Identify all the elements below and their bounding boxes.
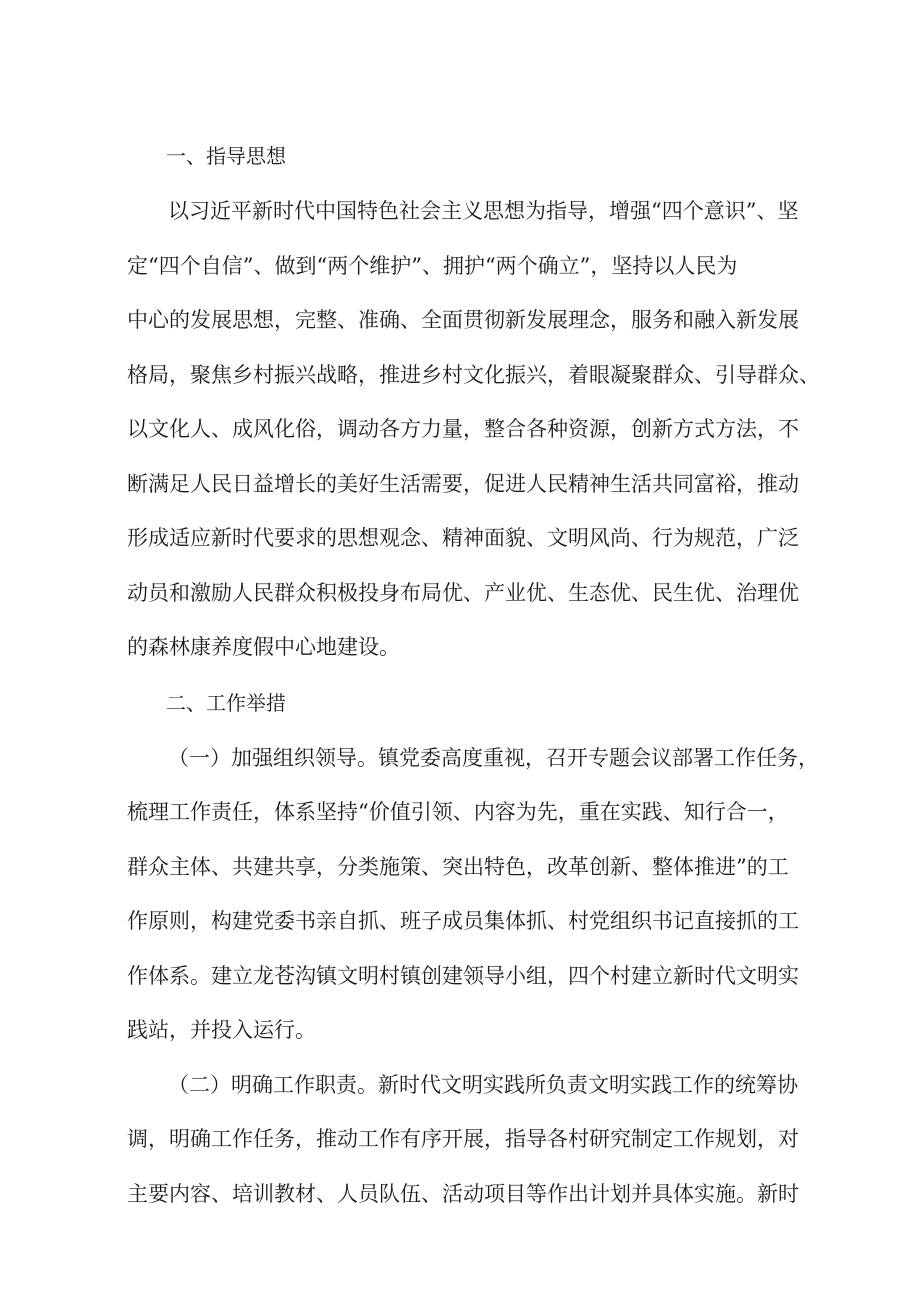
- paragraph-line: 定“四个自信”、做到“两个维护”、拥护“两个确立”，坚持以人民为: [127, 254, 738, 278]
- paragraph-line: 主要内容、培训教材、人员队伍、活动项目等作出计划并具体实施。新时: [127, 1182, 799, 1206]
- section-heading-guiding-ideology: 一、指导思想: [166, 144, 286, 168]
- paragraph-line: 群众主体、共建共享，分类施策、突出特色，改革创新、整体推进”的工: [127, 855, 789, 879]
- paragraph-line: 断满足人民日益增长的美好生活需要，促进人民精神生活共同富裕，推动: [127, 472, 799, 496]
- paragraph-line: 以习近平新时代中国特色社会主义思想为指导，增强“四个意识”、坚: [168, 199, 799, 223]
- paragraph-line: 动员和激励人民群众积极投身布局优、产业优、生态优、民生优、治理优: [127, 581, 799, 605]
- paragraph-line: 调，明确工作任务，推动工作有序开展，指导各村研究制定工作规划，对: [127, 1127, 799, 1151]
- paragraph-line: （二）明确工作职责。新时代文明实践所负责文明实践工作的统筹协: [168, 1073, 798, 1097]
- paragraph-line: 作体系。建立龙苍沟镇文明村镇创建领导小组，四个村建立新时代文明实: [127, 964, 799, 988]
- paragraph-line: （一）加强组织领导。镇党委高度重视，召开专题会议部署工作任务，: [168, 746, 819, 770]
- paragraph-line: 中心的发展思想，完整、准确、全面贯彻新发展理念，服务和融入新发展: [127, 308, 799, 332]
- paragraph-line: 以文化人、成风化俗，调动各方力量，整合各种资源，创新方式方法，不: [127, 417, 799, 441]
- section-heading-work-measures: 二、工作举措: [166, 691, 286, 715]
- paragraph-line: 梳理工作责任，体系坚持“价值引领、内容为先，重在实践、知行合一，: [127, 800, 789, 824]
- paragraph-line: 践站，并投入运行。: [127, 1018, 316, 1042]
- paragraph-line: 形成适应新时代要求的思想观念、精神面貌、文明风尚、行为规范，广泛: [127, 526, 799, 550]
- paragraph-line: 作原则，构建党委书亲自抓、班子成员集体抓、村党组织书记直接抓的工: [127, 909, 799, 933]
- paragraph-line: 的森林康养度假中心地建设。: [127, 635, 400, 659]
- paragraph-line: 格局，聚焦乡村振兴战略，推进乡村文化振兴，着眼凝聚群众、引导群众、: [127, 363, 820, 387]
